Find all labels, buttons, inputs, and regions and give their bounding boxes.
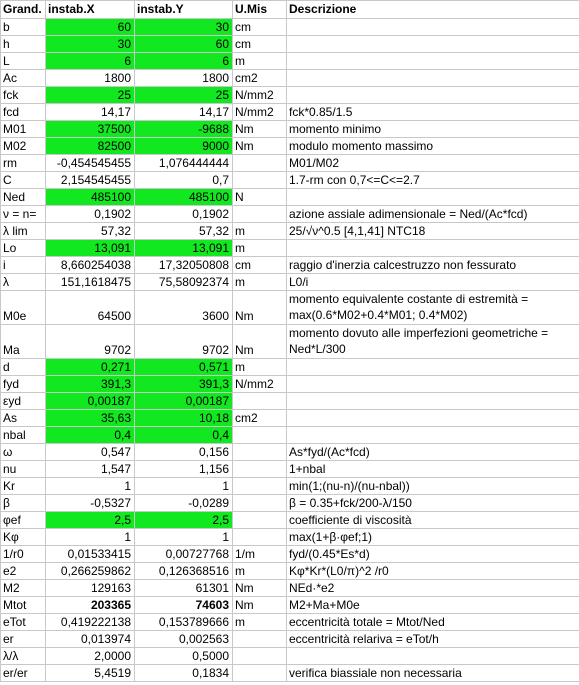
row-name-cell[interactable]: d bbox=[1, 359, 46, 376]
row-y-cell[interactable]: 6 bbox=[135, 53, 233, 70]
table-row bbox=[1, 70, 579, 87]
row-y-cell[interactable]: 25 bbox=[135, 87, 233, 104]
row-description-cell[interactable] bbox=[287, 240, 579, 257]
row-name-cell[interactable]: M02 bbox=[1, 138, 46, 155]
row-y-cell[interactable]: 2,5 bbox=[135, 512, 233, 529]
row-y-cell[interactable]: 1 bbox=[135, 529, 233, 546]
row-x-cell[interactable]: 0,4 bbox=[46, 427, 135, 444]
row-y-cell[interactable]: 74603 bbox=[135, 597, 233, 614]
row-description-cell[interactable] bbox=[287, 359, 579, 376]
row-name-cell[interactable]: As bbox=[1, 410, 46, 427]
row-name-cell[interactable]: Mtot bbox=[1, 597, 46, 614]
table-row bbox=[1, 427, 579, 444]
row-unit-cell[interactable] bbox=[233, 648, 287, 665]
row-name-cell[interactable]: b bbox=[1, 19, 46, 36]
row-description-cell[interactable]: 1.7-rm con 0,7<=C<=2.7 bbox=[287, 172, 579, 189]
row-x-cell[interactable]: 6 bbox=[46, 53, 135, 70]
row-y-cell[interactable]: 60 bbox=[135, 36, 233, 53]
row-y-cell[interactable]: 485100 bbox=[135, 189, 233, 206]
row-y-cell[interactable]: 75,58092374 bbox=[135, 274, 233, 291]
table-row bbox=[1, 257, 579, 274]
row-unit-cell[interactable]: m bbox=[233, 240, 287, 257]
row-x-cell[interactable]: 391,3 bbox=[46, 376, 135, 393]
table-row bbox=[1, 546, 579, 563]
row-name-cell[interactable]: λ bbox=[1, 274, 46, 291]
row-description-cell[interactable]: coefficiente di viscosità bbox=[287, 512, 579, 529]
row-name-cell[interactable]: εyd bbox=[1, 393, 46, 410]
row-y-cell[interactable]: 1800 bbox=[135, 70, 233, 87]
row-name-cell[interactable]: nu bbox=[1, 461, 46, 478]
row-name-cell[interactable]: C bbox=[1, 172, 46, 189]
table-row bbox=[1, 512, 579, 529]
row-y-cell[interactable]: 0,4 bbox=[135, 427, 233, 444]
row-y-cell[interactable]: 10,18 bbox=[135, 410, 233, 427]
row-description-cell[interactable]: max(1+β·φef;1) bbox=[287, 529, 579, 546]
table-row bbox=[1, 529, 579, 546]
row-y-cell[interactable]: 0,002563 bbox=[135, 631, 233, 648]
table-row bbox=[1, 223, 579, 240]
row-x-cell[interactable]: 2,154545455 bbox=[46, 172, 135, 189]
row-x-cell[interactable]: 0,1902 bbox=[46, 206, 135, 223]
row-description-cell[interactable]: azione assiale adimensionale = Ned/(Ac*fcd) bbox=[287, 206, 579, 223]
row-name-cell[interactable]: φef bbox=[1, 512, 46, 529]
row-x-cell[interactable]: 1 bbox=[46, 478, 135, 495]
table-row bbox=[1, 172, 579, 189]
table-row bbox=[1, 410, 579, 427]
row-y-cell[interactable]: 0,153789666 bbox=[135, 614, 233, 631]
row-unit-cell[interactable] bbox=[233, 461, 287, 478]
row-unit-cell[interactable] bbox=[233, 495, 287, 512]
row-x-cell[interactable]: 0,547 bbox=[46, 444, 135, 461]
row-x-cell[interactable]: 129163 bbox=[46, 580, 135, 597]
table-row bbox=[1, 206, 579, 223]
row-unit-cell[interactable]: N/mm2 bbox=[233, 104, 287, 121]
row-description-cell[interactable] bbox=[287, 19, 579, 36]
table-row bbox=[1, 631, 579, 648]
row-unit-cell[interactable]: m bbox=[233, 274, 287, 291]
table-row bbox=[1, 325, 579, 359]
table-row bbox=[1, 665, 579, 682]
row-description-cell[interactable] bbox=[287, 648, 579, 665]
row-name-cell[interactable]: ν = n= bbox=[1, 206, 46, 223]
row-unit-cell[interactable]: Nm bbox=[233, 580, 287, 597]
table-row bbox=[1, 240, 579, 257]
row-unit-cell[interactable] bbox=[233, 529, 287, 546]
row-x-cell[interactable]: 1,547 bbox=[46, 461, 135, 478]
row-x-cell[interactable]: 2,0000 bbox=[46, 648, 135, 665]
row-y-cell[interactable]: 0,156 bbox=[135, 444, 233, 461]
table-row bbox=[1, 155, 579, 172]
row-x-cell[interactable]: 151,1618475 bbox=[46, 274, 135, 291]
row-description-cell[interactable]: eccentricità relariva = eTot/h bbox=[287, 631, 579, 648]
row-unit-cell[interactable]: N/mm2 bbox=[233, 87, 287, 104]
row-x-cell[interactable]: 0,00187 bbox=[46, 393, 135, 410]
header-name[interactable]: Grand. bbox=[1, 1, 46, 19]
row-name-cell[interactable]: er/er bbox=[1, 665, 46, 682]
row-description-cell[interactable] bbox=[287, 70, 579, 87]
row-name-cell[interactable]: rm bbox=[1, 155, 46, 172]
row-name-cell[interactable]: 1/r0 bbox=[1, 546, 46, 563]
row-description-cell[interactable]: fyd/(0.45*Es*d) bbox=[287, 546, 579, 563]
row-x-cell[interactable]: 0,419222138 bbox=[46, 614, 135, 631]
row-x-cell[interactable]: 82500 bbox=[46, 138, 135, 155]
row-unit-cell[interactable]: m bbox=[233, 614, 287, 631]
row-x-cell[interactable]: 60 bbox=[46, 19, 135, 36]
row-unit-cell[interactable] bbox=[233, 172, 287, 189]
row-unit-cell[interactable]: Nm bbox=[233, 325, 287, 359]
row-x-cell[interactable]: 25 bbox=[46, 87, 135, 104]
row-unit-cell[interactable]: Nm bbox=[233, 121, 287, 138]
row-y-cell[interactable]: 1 bbox=[135, 478, 233, 495]
table-row bbox=[1, 104, 579, 121]
row-y-cell[interactable]: 0,1902 bbox=[135, 206, 233, 223]
row-unit-cell[interactable]: N/mm2 bbox=[233, 376, 287, 393]
table-row bbox=[1, 274, 579, 291]
table-row bbox=[1, 461, 579, 478]
row-x-cell[interactable]: 37500 bbox=[46, 121, 135, 138]
row-name-cell[interactable]: β bbox=[1, 495, 46, 512]
row-description-cell[interactable] bbox=[287, 410, 579, 427]
row-x-cell[interactable]: 485100 bbox=[46, 189, 135, 206]
table-row bbox=[1, 291, 579, 325]
row-y-cell[interactable]: 1,156 bbox=[135, 461, 233, 478]
row-y-cell[interactable]: 0,7 bbox=[135, 172, 233, 189]
row-x-cell[interactable]: 9702 bbox=[46, 325, 135, 359]
table-row bbox=[1, 393, 579, 410]
row-name-cell[interactable]: λ lim bbox=[1, 223, 46, 240]
header-y[interactable]: instab.Y bbox=[135, 1, 233, 19]
row-description-cell[interactable]: eccentricità totale = Mtot/Ned bbox=[287, 614, 579, 631]
header-x[interactable]: instab.X bbox=[46, 1, 135, 19]
row-description-cell[interactable]: 25/√ν^0.5 [4,1,41] NTC18 bbox=[287, 223, 579, 240]
table-row bbox=[1, 121, 579, 138]
table-row bbox=[1, 478, 579, 495]
row-name-cell[interactable]: M01 bbox=[1, 121, 46, 138]
row-y-cell[interactable]: 13,091 bbox=[135, 240, 233, 257]
row-unit-cell[interactable] bbox=[233, 206, 287, 223]
row-description-cell[interactable] bbox=[287, 36, 579, 53]
row-x-cell[interactable]: 0,01533415 bbox=[46, 546, 135, 563]
row-unit-cell[interactable]: m bbox=[233, 359, 287, 376]
table-row bbox=[1, 87, 579, 104]
row-x-cell[interactable]: 1800 bbox=[46, 70, 135, 87]
row-name-cell[interactable]: i bbox=[1, 257, 46, 274]
row-description-cell[interactable]: NEd·*e2 bbox=[287, 580, 579, 597]
row-description-cell[interactable]: 1+nbal bbox=[287, 461, 579, 478]
row-description-cell[interactable]: verifica biassiale non necessaria bbox=[287, 665, 579, 682]
row-y-cell[interactable]: -9688 bbox=[135, 121, 233, 138]
row-unit-cell[interactable]: cm2 bbox=[233, 410, 287, 427]
row-y-cell[interactable]: 17,32050808 bbox=[135, 257, 233, 274]
row-unit-cell[interactable]: Nm bbox=[233, 291, 287, 325]
row-y-cell[interactable]: 57,32 bbox=[135, 223, 233, 240]
table-row bbox=[1, 495, 579, 512]
row-unit-cell[interactable] bbox=[233, 393, 287, 410]
row-unit-cell[interactable]: m bbox=[233, 53, 287, 70]
row-description-cell[interactable]: L0/i bbox=[287, 274, 579, 291]
table-row bbox=[1, 648, 579, 665]
row-name-cell[interactable]: λ/λ bbox=[1, 648, 46, 665]
row-x-cell[interactable]: 14,17 bbox=[46, 104, 135, 121]
row-x-cell[interactable]: 0,271 bbox=[46, 359, 135, 376]
row-name-cell[interactable]: eTot bbox=[1, 614, 46, 631]
table-row bbox=[1, 563, 579, 580]
row-description-cell[interactable]: fck*0.85/1.5 bbox=[287, 104, 579, 121]
row-name-cell[interactable]: er bbox=[1, 631, 46, 648]
row-name-cell[interactable]: L bbox=[1, 53, 46, 70]
row-unit-cell[interactable]: cm bbox=[233, 257, 287, 274]
row-unit-cell[interactable] bbox=[233, 155, 287, 172]
row-description-cell[interactable]: modulo momento massimo bbox=[287, 138, 579, 155]
row-unit-cell[interactable] bbox=[233, 427, 287, 444]
row-description-cell[interactable] bbox=[287, 427, 579, 444]
row-y-cell[interactable]: 9702 bbox=[135, 325, 233, 359]
row-name-cell[interactable]: fck bbox=[1, 87, 46, 104]
row-y-cell[interactable]: 0,1834 bbox=[135, 665, 233, 682]
row-y-cell[interactable]: -0,0289 bbox=[135, 495, 233, 512]
row-x-cell[interactable]: -0,5327 bbox=[46, 495, 135, 512]
row-name-cell[interactable]: Kr bbox=[1, 478, 46, 495]
row-y-cell[interactable]: 30 bbox=[135, 19, 233, 36]
row-y-cell[interactable]: 1,076444444 bbox=[135, 155, 233, 172]
row-description-cell[interactable] bbox=[287, 53, 579, 70]
table-row bbox=[1, 36, 579, 53]
row-name-cell[interactable]: M0e bbox=[1, 291, 46, 325]
row-description-cell[interactable]: As*fyd/(Ac*fcd) bbox=[287, 444, 579, 461]
table-row bbox=[1, 376, 579, 393]
row-unit-cell[interactable] bbox=[233, 631, 287, 648]
table-row bbox=[1, 614, 579, 631]
row-x-cell[interactable]: 0,266259862 bbox=[46, 563, 135, 580]
table-row bbox=[1, 580, 579, 597]
row-description-cell[interactable] bbox=[287, 376, 579, 393]
row-unit-cell[interactable] bbox=[233, 665, 287, 682]
row-unit-cell[interactable]: cm2 bbox=[233, 70, 287, 87]
row-name-cell[interactable]: fyd bbox=[1, 376, 46, 393]
row-description-cell[interactable]: momento minimo bbox=[287, 121, 579, 138]
row-unit-cell[interactable]: Nm bbox=[233, 597, 287, 614]
row-name-cell[interactable]: Lo bbox=[1, 240, 46, 257]
row-unit-cell[interactable]: m bbox=[233, 563, 287, 580]
row-name-cell[interactable]: fcd bbox=[1, 104, 46, 121]
row-name-cell[interactable]: e2 bbox=[1, 563, 46, 580]
row-y-cell[interactable]: 9000 bbox=[135, 138, 233, 155]
row-x-cell[interactable]: 2,5 bbox=[46, 512, 135, 529]
row-description-cell[interactable]: raggio d'inerzia calcestruzzo non fessurato bbox=[287, 257, 579, 274]
row-description-cell[interactable]: β = 0.35+fck/200-λ/150 bbox=[287, 495, 579, 512]
table-row bbox=[1, 189, 579, 206]
row-description-cell[interactable] bbox=[287, 87, 579, 104]
row-unit-cell[interactable] bbox=[233, 512, 287, 529]
row-x-cell[interactable]: 64500 bbox=[46, 291, 135, 325]
row-y-cell[interactable]: 0,571 bbox=[135, 359, 233, 376]
row-description-cell[interactable]: min(1;(nu-n)/(nu-nbal)) bbox=[287, 478, 579, 495]
row-y-cell[interactable]: 0,5000 bbox=[135, 648, 233, 665]
row-name-cell[interactable]: Ma bbox=[1, 325, 46, 359]
row-x-cell[interactable]: 30 bbox=[46, 36, 135, 53]
row-description-cell[interactable] bbox=[287, 189, 579, 206]
row-y-cell[interactable]: 0,00727768 bbox=[135, 546, 233, 563]
row-description-cell[interactable]: momento dovuto alle imperfezioni geometriche = Ned*L/300 bbox=[287, 325, 579, 359]
row-x-cell[interactable]: -0,454545455 bbox=[46, 155, 135, 172]
row-y-cell[interactable]: 3600 bbox=[135, 291, 233, 325]
row-unit-cell[interactable]: cm bbox=[233, 19, 287, 36]
row-y-cell[interactable]: 14,17 bbox=[135, 104, 233, 121]
row-x-cell[interactable]: 13,091 bbox=[46, 240, 135, 257]
row-description-cell[interactable]: Kφ*Kr*(L0/π)^2 /r0 bbox=[287, 563, 579, 580]
row-description-cell[interactable]: momento equivalente costante di estremità = max(0.6*M02+0.4*M01; 0.4*M02) bbox=[287, 291, 579, 325]
row-x-cell[interactable]: 5,4519 bbox=[46, 665, 135, 682]
row-unit-cell[interactable]: cm bbox=[233, 36, 287, 53]
row-x-cell[interactable]: 35,63 bbox=[46, 410, 135, 427]
table-row bbox=[1, 597, 579, 614]
row-unit-cell[interactable]: 1/m bbox=[233, 546, 287, 563]
header-unit[interactable]: U.Mis bbox=[233, 1, 287, 19]
row-unit-cell[interactable]: N bbox=[233, 189, 287, 206]
table-row bbox=[1, 138, 579, 155]
table-row bbox=[1, 19, 579, 36]
row-y-cell[interactable]: 391,3 bbox=[135, 376, 233, 393]
row-name-cell[interactable]: Kφ bbox=[1, 529, 46, 546]
row-x-cell[interactable]: 203365 bbox=[46, 597, 135, 614]
row-name-cell[interactable]: M2 bbox=[1, 580, 46, 597]
row-name-cell[interactable]: Ac bbox=[1, 70, 46, 87]
row-description-cell[interactable]: M01/M02 bbox=[287, 155, 579, 172]
row-y-cell[interactable]: 61301 bbox=[135, 580, 233, 597]
row-name-cell[interactable]: nbal bbox=[1, 427, 46, 444]
table-row bbox=[1, 444, 579, 461]
row-y-cell[interactable]: 0,00187 bbox=[135, 393, 233, 410]
row-x-cell[interactable]: 8,660254038 bbox=[46, 257, 135, 274]
header-row bbox=[1, 1, 579, 19]
row-unit-cell[interactable] bbox=[233, 444, 287, 461]
row-unit-cell[interactable]: m bbox=[233, 223, 287, 240]
row-name-cell[interactable]: h bbox=[1, 36, 46, 53]
row-x-cell[interactable]: 57,32 bbox=[46, 223, 135, 240]
header-description[interactable]: Descrizione bbox=[287, 1, 579, 19]
row-x-cell[interactable]: 0,013974 bbox=[46, 631, 135, 648]
table-row bbox=[1, 53, 579, 70]
row-y-cell[interactable]: 0,126368516 bbox=[135, 563, 233, 580]
row-description-cell[interactable]: M2+Ma+M0e bbox=[287, 597, 579, 614]
row-name-cell[interactable]: Ned bbox=[1, 189, 46, 206]
row-unit-cell[interactable] bbox=[233, 478, 287, 495]
row-description-cell[interactable] bbox=[287, 393, 579, 410]
row-name-cell[interactable]: ω bbox=[1, 444, 46, 461]
row-x-cell[interactable]: 1 bbox=[46, 529, 135, 546]
table-row bbox=[1, 359, 579, 376]
row-unit-cell[interactable]: Nm bbox=[233, 138, 287, 155]
